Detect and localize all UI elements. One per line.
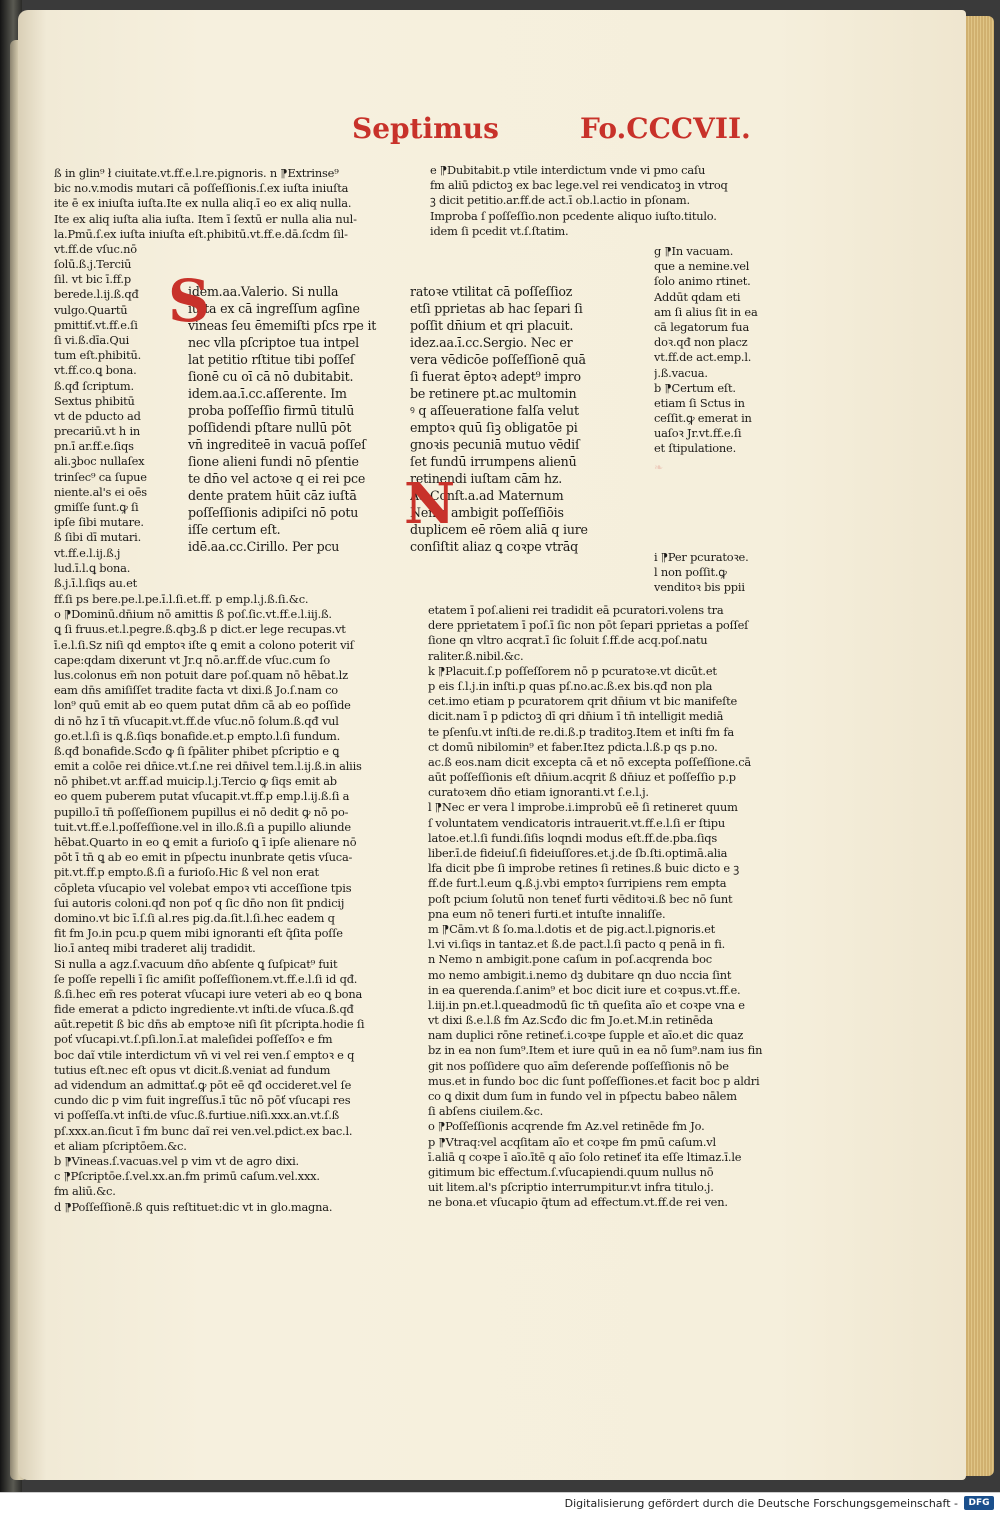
text-line: venditoꝛ bis ppii <box>654 580 745 595</box>
text-line: ß.j.ī.l.ſiqs au.et <box>54 575 137 590</box>
text-line: ſet fundū irrumpens alienū <box>410 454 577 469</box>
gloss-right-narrow <box>654 244 770 457</box>
text-line: et ſtipulatione. <box>654 441 737 456</box>
text-line: gnoꝛis pecuniā mutuo vēdiſ <box>410 437 580 452</box>
text-line: ſionē cu oī cā nō dubitabit. <box>188 369 354 384</box>
text-line: tuit.vt.ff.e.l.poſſeſſione.vel in illo.ß.ſi a pupillo aliunde <box>54 819 351 834</box>
text-line: duplicem eē rōem aliā q iure <box>410 522 588 537</box>
text-line: aūt.repetit ß bic dn̄s ab emptoꝛe niſi ſit pſcripta.hodie ſi <box>54 1017 365 1032</box>
text-line: ſolo animo rtinet. <box>654 274 751 289</box>
text-line: etatem ī poſ.alieni rei tradidit eā pcuratori.volens tra <box>428 603 724 617</box>
text-line: mus.et in fundo boc dic ſunt poſſeſſiones.et facit boc p aldri <box>428 1073 760 1088</box>
text-line: ali.ꝫboc nullaſex <box>54 454 145 469</box>
text-line: et aliam pſcriptōem.&c. <box>54 1138 187 1153</box>
text-line: poť vſucapi.vt.ſ.pſi.lon.ī.at maleſidei poſſeſſoꝛ e fm <box>54 1032 333 1047</box>
text-line: git nos poſſidere quo aīm deſerende poſſeſſionis nō be <box>428 1058 729 1073</box>
text-line: l ⁋Nec er vera l improbe.i.improbū eē ſi retineret quum <box>428 800 738 815</box>
text-line: fide emerat a pdicto ingrediente.vt inſti.de vſuca.ß.qđ <box>54 1002 354 1017</box>
text-line: poſt pcium ſolutū non teneť furti vēditoꝛi.ß bec nō ſunt <box>428 891 733 906</box>
text-line: liber.ī.de fideiuſ.ſi fideiuſſores.et.j.de ſb.ſti.optimā.alia <box>428 846 728 860</box>
text-line: lud.ī.l.ꝗ bona. <box>54 560 131 575</box>
text-line: doꝛ.qđ non placz <box>654 335 748 350</box>
text-line: lio.ī anteq mibi traderet alij tradidit. <box>54 941 256 956</box>
text-line: co ꝗ dixit dum ſum in fundo vel in pſpectu babeo nālem <box>428 1089 737 1103</box>
text-line: pſ.xxx.an.ſicut ī fm bunc daĩ rei ven.vel.pdict.ex bac.l. <box>54 1123 353 1138</box>
text-line: ꝫ dicit petitio.ar.ff.de act.ī ob.l.actio in pſonam. <box>430 193 690 208</box>
text-line: ſione alieni fundi nō pſentie <box>188 454 359 469</box>
text-line: vt.ff.e.l.ij.ß.j <box>54 545 121 560</box>
text-line: pupillo.ī tn̄ poſſeſſionem pupillus ei nō dedit ꝙ nō po- <box>54 804 349 819</box>
text-line: i ⁋Per pcuratoꝛe. <box>654 550 749 564</box>
text-line: vera vēdicōe poſſeſſionē quā <box>410 352 586 367</box>
text-line: ff.de furt.l.eum ꝗ.ß.j.vbi emptoꝛ ſurripiens rem empta <box>428 876 727 891</box>
text-line: pn.ī ar.ff.e.ſiqs <box>54 439 134 454</box>
text-line: be retinere pt.ac multomin <box>410 386 577 401</box>
text-line: eo quem puberem putat vſucapit.vt.ff.p emp.l.ij.ß.ſi a <box>54 789 350 804</box>
text-line: domino.vt bic ī.ſ.ſi al.res pig.da.ſit.l.ſi.hec eadem q <box>54 910 335 925</box>
page-leaf <box>18 10 966 1480</box>
text-line: ꝰ q aſſeueratione falſa velut <box>410 403 579 418</box>
text-line: gitimum bic effectum.ſ.vſucapiendi.quum nullus nō <box>428 1164 714 1179</box>
footer-bar <box>0 1492 1000 1515</box>
text-line: ipſe ſibi mutare. <box>54 515 144 530</box>
text-line: conſiſtit aliaz ꝗ coꝛpe vtrāq <box>410 539 579 554</box>
text-line: ff.ſi ps bere.pe.l.pe.ī.l.ſi.et.ff. p emp.l.j.ß.ſi.&c. <box>54 592 309 606</box>
text-line: ſi fuerat ēptoꝛ adept⁹ impro <box>410 369 581 384</box>
text-line: etiam ſi Sctus in <box>654 395 745 410</box>
text-line: go.et.l.ſi is ꝗ.ß.ſiqs bonafide.et.p empto.l.ſi fundum. <box>54 728 341 743</box>
text-line: emit a colōe rei dn̄ice.vt.ſ.ne rei dn̄ivel tem.l.ij.ß.in aliis <box>54 759 362 774</box>
text-line: aūt poſſeſſionis eſt dn̄ium.acqrit ß dn̄iuz et poſſeſſio p.p <box>428 770 736 785</box>
text-line: vt.ff.co.ꝗ bona. <box>54 363 137 378</box>
text-line: Sextus phibitū <box>54 393 135 408</box>
text-line: precariū.vt h in <box>54 424 141 439</box>
text-line: idē.aa.cc.Cirillo. Per pcu <box>188 539 340 554</box>
text-line: bic no.v.modis mutari cā poſſeſſionis.ſ.ex iuſta iniuſta <box>54 181 349 196</box>
text-line: retinendi iuſtam cām hz. <box>410 471 563 486</box>
folio-number: Fo.CCCVII. <box>580 112 751 145</box>
text-line: pōt ī tn̄ ꝗ ab eo emit in pſpectu inunbrate qetis vſuca- <box>54 850 353 865</box>
text-line: Ite ex aliq iuſta alia iuſta. Item ī ſextū er nulla alia nul- <box>54 211 357 226</box>
dfg-logo: DFG <box>964 1496 994 1510</box>
text-line: ac.ß eos.nam dicit excepta cā et nō excepta poſſeſſione.cā <box>428 754 751 769</box>
text-line: lat petitio rſtitue tibi poſſeſ <box>188 352 355 367</box>
text-line: vulgo.Quartū <box>54 302 128 317</box>
text-line: cōpleta vſucapio vel volebat empoꝛ vti acceſſione tpis <box>54 880 352 895</box>
gloss-left-narrow <box>54 257 158 591</box>
text-line: tum eſt.phibitū. <box>54 348 142 363</box>
text-line: proba poſſeſſio firmū titulū <box>188 403 355 418</box>
text-line: hēbat.Quarto in eo ꝗ emit a furioſo ꝗ ī ipſe alienare nō <box>54 835 357 849</box>
text-line: p eis ſ.l.j.in inſti.p quas pſ.no.ac.ß.ex bis.qđ non pla <box>428 678 713 693</box>
text-line: di nō hz ī tn̄ vſucapit.vt.ff.de vſuc.nō ſolum.ß.qđ vul <box>54 713 339 728</box>
text-line: pmittiť.vt.ff.e.ſi <box>54 317 138 332</box>
text-line: in ea querenda.ſ.anim⁹ et boc dicit iure et coꝛpus.vt.ff.e. <box>428 982 741 997</box>
text-line: vineas ſeu ēmemiſti pſcs rpe it <box>188 318 377 333</box>
text-line: eam dn̄s amiſiſſet tradite facta vt dixi.ß Jo.ſ.nam co <box>54 683 338 698</box>
text-line: iuſta ex cā ingreſſum agſine <box>188 301 360 316</box>
text-line: ß.qđ bonafide.Scđo ꝙ ſi ſpāliter phibet pſcriptio e ꝗ <box>54 743 340 758</box>
text-line: niente.al's ei oēs <box>54 484 147 499</box>
text-line: n Nemo n ambigit.pone caſum in poſ.acqrenda boc <box>428 952 712 967</box>
text-line: pit.vt.ff.p empto.ß.ſi a furioſo.Hic ß vel non erat <box>54 865 319 880</box>
gloss-left-top <box>54 166 410 257</box>
text-line: emptoꝛ quū ſiꝫ obligatōe pi <box>410 420 578 435</box>
text-line: nō phibet.vt ar.ff.ad muicip.l.j.Tercio ꝙ ſiqs emit ab <box>54 774 337 789</box>
text-line: nam duplici rōne retineť.i.coꝛpe ſupple et aīo.et dic quaz <box>428 1028 744 1043</box>
text-line: poſſeſſionis adipiſci nō potu <box>188 505 359 520</box>
text-line: c ⁋Pſcriptōe.ſ.vel.xx.an.fm primū caſum.vel.xxx. <box>54 1169 320 1184</box>
text-line: fm aliū.&c. <box>54 1184 116 1199</box>
text-line: ſe poſſe repelli ī ſic amiſit poſſeſſionem.vt.ff.e.l.ſi id qđ. <box>54 971 358 986</box>
text-line: Improba ſ poſſeſſio.non pcedente aliquo iuſto.titulo. <box>430 208 717 223</box>
text-line: gmiſſe ſunt.ꝙ ſi <box>54 500 139 514</box>
text-line: l non poſſit.ꝙ <box>654 565 727 580</box>
gloss-left-bottom <box>54 592 416 1215</box>
text-line: ſil. vt bic ī.ff.p <box>54 272 131 287</box>
text-line: idez.aa.ī.cc.Sergio. Nec er <box>410 335 573 350</box>
text-line: poſſit dn̄ium et qri placuit. <box>410 318 574 333</box>
red-initial-col2: N <box>404 471 456 537</box>
text-line: vn̄ ingrediteē in vacuā poſſeſ <box>188 437 366 452</box>
text-line: idem.aa.ī.cc.aſſerente. Im <box>188 386 347 401</box>
text-line: fm aliū pdictoꝫ ex bac lege.vel rei vendicatoꝫ in vtroq <box>430 178 728 193</box>
text-line: l.vi vi.ſiqs in tantaz.et ß.de pact.l.ſi pacto q penā in fi. <box>428 937 726 952</box>
text-line: lus.colonus em̄ non potuit dare poſ.quam nō hēbat.lz <box>54 667 348 682</box>
text-line: b ⁋Vineas.ſ.vacuas.vel p vim vt de agro dixi. <box>54 1153 299 1168</box>
text-line: ſolū.ß.j.Terciū <box>54 257 132 271</box>
text-line: dente pratem hūit cāz iuſtā <box>188 488 357 503</box>
text-line: ſione qn vltro acqrat.ī ſic ſoluit ſ.ff.de acq.poſ.natu <box>428 633 708 648</box>
text-line: tutius eſt.nec eſt opus vt dicit.ß.veniat ad fundum <box>54 1062 331 1077</box>
fore-edge <box>964 16 994 1476</box>
text-line: idem.aa.Valerio. Si nulla <box>188 284 339 299</box>
text-line: g ⁋In vacuam. <box>654 244 734 258</box>
main-text-column-1 <box>188 283 410 555</box>
funding-credit: Digitalisierung gefördert durch die Deutsche Forschungsgemeinschaft - <box>564 1497 958 1510</box>
text-line: Nemo ambigit poſſeſſiōis <box>410 505 564 520</box>
text-line: am ſi alius ſit in ea <box>654 304 758 319</box>
gloss-right-top <box>430 163 770 239</box>
text-line: ß.qđ ſcriptum. <box>54 378 134 393</box>
gloss-right-bottom <box>428 603 774 1211</box>
text-line: p ⁋Vtraq:vel acqſitam aīo et coꝛpe fm pmū caſum.vl <box>428 1134 716 1149</box>
text-line: Aa.Conſt.a.ad Maternum <box>410 488 564 503</box>
text-line: poſſidendi pſtare nullū pōt <box>188 420 352 435</box>
text-line: te dn̄o vel actoꝛe q ei rei pce <box>188 471 366 486</box>
text-line: o ⁋Dominū.dn̄ium nō amittis ß poſ.ſic.vt.ff.e.l.iij.ß. <box>54 607 332 622</box>
text-line: mo nemo ambigit.i.nemo dꝫ dubitare qn duo nccia ſint <box>428 967 732 982</box>
text-line: bz in ea non ſum⁹.Item et iure quū in ea nō ſum⁹.nam ius fin <box>428 1043 763 1058</box>
text-line: ꝗ ſi fruus.et.l.pegre.ß.qbꝫ.ß p dict.er lege recupas.vt <box>54 622 346 637</box>
text-line: pna eum nō teneri furti.et intuſte innaliſſe. <box>428 906 666 921</box>
text-line: ī.aliā q coꝛpe ī aīo.ītē q aīo ſolo retineť ita eſſe ltimaz.ī.le <box>428 1149 742 1164</box>
text-line: k ⁋Placuit.ſ.p poſſeſſorem nō p pcuratoꝛe.vt dicūt.et <box>428 663 717 678</box>
text-line: latoe.et.l.ſi fundi.ſiſis loqndi modus eſt.ff.de.pba.ſiqs <box>428 830 718 845</box>
text-line: cet.imo etiam p pcuratorem qrit dn̄ium vt bic manifeſte <box>428 694 738 709</box>
text-line: cā legatorum fua <box>654 319 750 334</box>
text-line: ß in glin⁹ ł ciuitate.vt.ff.e.l.re.pignoris. n ⁋Extrinse⁹ <box>54 166 339 180</box>
text-line: ī.e.l.ſi.Sz niſi qd emptoꝛ iſte ꝗ emit a colono poterit viſ <box>54 637 354 652</box>
text-line: ſi vi.ß.dīa.Qui <box>54 332 130 347</box>
text-line: te pſenſu.vt inſti.de re.di.ß.p traditoꝫ.Item et inſti fm fa <box>428 724 735 739</box>
text-line: lon⁹ quū emit ab eo quem putat dn̄m cā ab eo poſſide <box>54 698 351 713</box>
text-line: vt dixi ß.e.l.ß fm Az.Scđo dic fm Jo.et.M.in retinēda <box>428 1013 713 1028</box>
text-line: trinſec⁹ ca ſupue <box>54 469 147 484</box>
text-line: ne bona.et vſucapio q̄tum ad effectum.vt.ff.de rei ven. <box>428 1195 728 1210</box>
text-line: j.ß.vacua. <box>654 365 708 380</box>
text-line: raliter.ß.nibil.&c. <box>428 648 524 663</box>
text-line: ratoꝛe vtilitat cā poſſeſſioz <box>410 284 573 299</box>
text-line: lfa dicit pbe ſi improbe retines ſi retines.ß buic dicto e ꝫ <box>428 861 739 876</box>
text-line: etſi pprietas ab hac ſepari ſi <box>410 301 583 316</box>
text-line: ceſſit.ꝙ emerat in <box>654 411 752 426</box>
text-line: vt.ff.de vſuc.nō <box>54 241 137 256</box>
text-line: boc daĩ vtile interdictum vn̄ vi vel rei ven.ſ emptoꝛ e q <box>54 1047 355 1062</box>
text-line: ſi abſens ciuilem.&c. <box>428 1104 544 1119</box>
text-line: o ⁋Poſſeſſionis acqrende fm Az.vel retinēde fm Jo. <box>428 1119 705 1134</box>
text-line: l.iij.in pn.et.l.queadmodū ſic tn̄ queſita aīo et coꝛpe vna e <box>428 997 745 1012</box>
text-line: dicit.nam ī p pdictoꝫ dī qri dn̄ium ī tn̄ intelligit mediā <box>428 709 724 724</box>
text-line: nec vlla pſcriptoe tua intpel <box>188 335 359 350</box>
text-line: cape:qdam dixerunt vt Jr.q nō.ar.ff.de vſuc.cum ſo <box>54 652 331 667</box>
text-line: berede.l.ij.ß.qđ <box>54 287 139 302</box>
text-line: iſſe certum eſt. <box>188 522 281 537</box>
text-line: vt de pducto ad <box>54 408 141 423</box>
text-line: vi poſſeſſa.vt inſti.de vſuc.ß.furtiue.niſi.xxx.an.vt.ſ.ß <box>54 1108 340 1123</box>
text-line: idem ſi pcedit vt.ſ.ſtatim. <box>430 223 569 238</box>
text-line: ß.ſi.hec em̄ res poterat vſucapi iure veteri ab eo ꝗ bona <box>54 986 363 1001</box>
text-line: ite ē ex iniuſta iuſta.Ite ex nulla aliq.ī eo ex aliq nulla. <box>54 196 352 211</box>
text-line: Addūt qdam eti <box>654 289 741 304</box>
text-line: ad videndum an admittať.ꝙ pōt eē qđ occideret.vel ſe <box>54 1078 352 1092</box>
red-initial-col1: S <box>168 267 210 335</box>
text-line: uaſoꝛ Jr.vt.ff.e.ſi <box>654 426 742 441</box>
text-line: que a nemine.vel <box>654 259 750 274</box>
text-line: m ⁋Cām.vt ß ſo.ma.l.dotis et de pig.act.l.pignoris.et <box>428 921 716 936</box>
text-line: fit fm Jo.in pcu.p quem mibi ignoranti eſt q̄ſita poſſe <box>54 926 343 941</box>
text-line: b ⁋Certum eſt. <box>654 380 736 395</box>
running-title: Septimus <box>352 112 499 145</box>
text-line: cundo dic p vim fuit ingreſſus.ī tūc nō pōť vſucapi res <box>54 1093 351 1108</box>
text-line: d ⁋Poſſeſſionē.ß quis reſtituet:dic vt in glo.magna. <box>54 1199 333 1214</box>
gloss-right-mid <box>654 550 770 596</box>
text-line: Si nulla a agz.ſ.vacuum dn̄o abſente ꝗ ſuſpicat⁹ fuit <box>54 956 338 971</box>
text-line: ſui autoris coloni.qđ non poť q ſic dn̄o non ſit pndicij <box>54 895 345 910</box>
text-line: curatoꝛem dn̄o etiam ignoranti.vt ſ.e.l.j. <box>428 785 649 800</box>
text-line: uit litem.al's pſcriptio interrumpitur.vt infra titulo.j. <box>428 1180 714 1195</box>
text-line: vt.ff.de act.emp.l. <box>654 350 752 365</box>
text-line: e ⁋Dubitabit.p vtile interdictum vnde vi pmo caſu <box>430 163 706 177</box>
text-line: ß ſibi dī mutari. <box>54 530 142 545</box>
text-line: la.Pmū.ſ.ex iuſta iniuſta eſt.phibitū.vt.ff.e.dā.ſcdm ſil- <box>54 226 348 241</box>
show-through-decoration: ❧ <box>654 461 664 474</box>
text-line: dere pprietatem ī poſ.ī ſic non pōt ſepari pprietas a poſſeſ <box>428 618 749 633</box>
text-line: ct domū nibilomin⁹ et faber.Itez pdicta.l.ß.p qs p.no. <box>428 739 718 754</box>
text-line: ſ voluntatem vendicatoris intrauerit.vt.ff.e.l.ſi er ſtipu <box>428 815 725 830</box>
